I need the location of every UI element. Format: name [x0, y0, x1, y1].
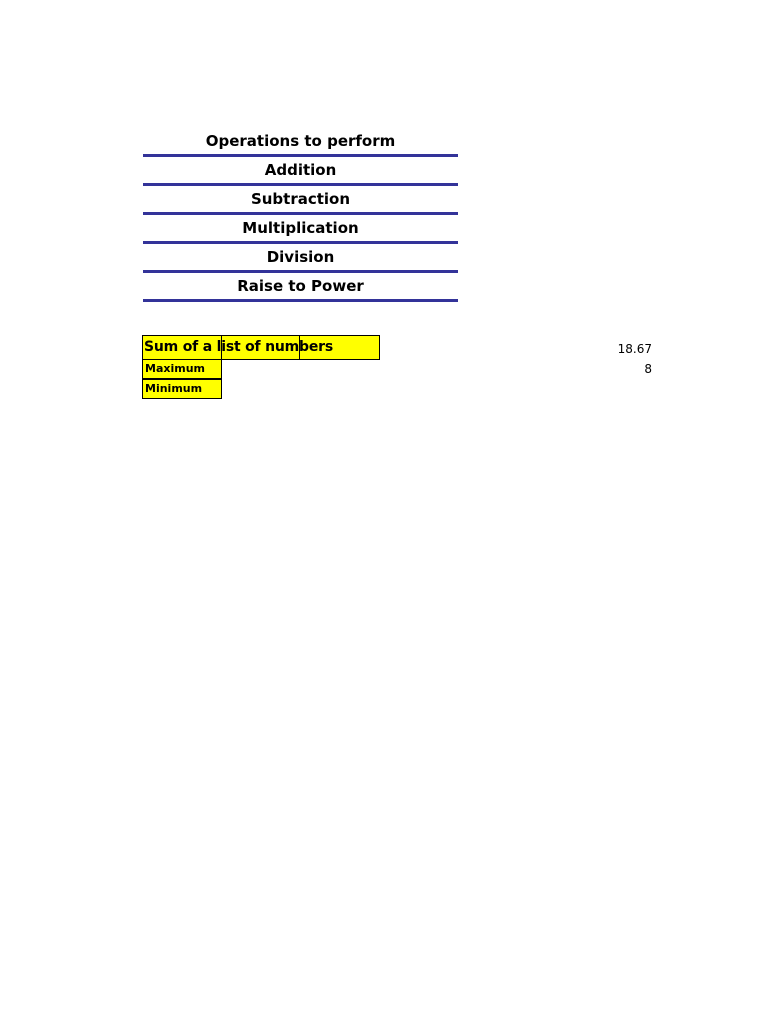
operation-addition[interactable]: Addition — [143, 157, 458, 186]
operation-raise-to-power[interactable]: Raise to Power — [143, 273, 458, 302]
sum-title-cell[interactable] — [142, 335, 380, 360]
maximum-value[interactable]: 8 — [644, 362, 652, 376]
operation-subtraction[interactable]: Subtraction — [143, 186, 458, 215]
operation-division[interactable]: Division — [143, 244, 458, 273]
sum-title: Sum of a list of numbers — [144, 339, 333, 355]
operations-header[interactable]: Operations to perform — [143, 128, 458, 157]
minimum-label: Minimum — [145, 382, 203, 395]
maximum-label: Maximum — [145, 362, 205, 375]
operations-table — [143, 128, 458, 302]
operation-multiplication[interactable]: Multiplication — [143, 215, 458, 244]
maximum-cell[interactable] — [142, 359, 222, 379]
minimum-cell[interactable] — [142, 379, 222, 399]
sum-value[interactable]: 18.67 — [617, 342, 652, 356]
